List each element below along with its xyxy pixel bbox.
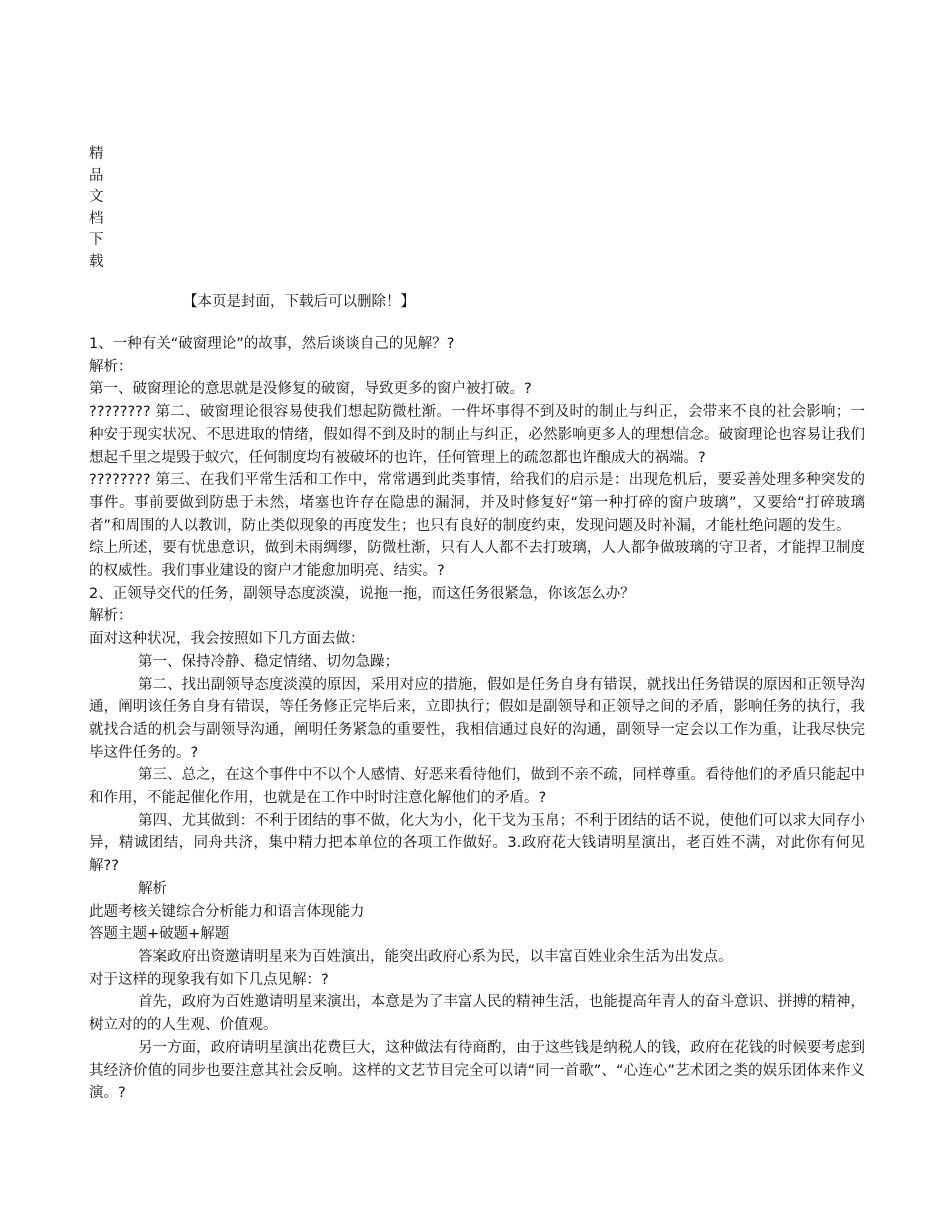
paragraph: 答案政府出资邀请明星来为百姓演出，能突出政府心系为民，以丰富百姓业余生活为出发点。: [138, 948, 733, 965]
vertical-cover-title: [89, 144, 109, 274]
cover-title-char: 下: [89, 232, 104, 249]
paragraph: 第四、尤其做到：不利于团结的事不做，化大为小，化干戈为玉帛；不利于团结的话不说，使他们可以求大同存小异，精诚团结，同舟共济，集中精力把本单位的各项工作做好。3.政府花大钱请明星演出，老百姓不满，对此你有何见解??: [89, 812, 865, 875]
cover-title-char: 载: [89, 253, 104, 270]
cover-note: 【本页是封面，下载后可以删除！】: [183, 294, 415, 310]
paragraph: 面对这种状况，我会按照如下几方面去做：: [89, 631, 365, 648]
paragraph: 对于这样的现象我有如下几点见解：?: [89, 971, 329, 988]
paragraph: 另一方面，政府请明星演出花费巨大，这种做法有待商酌，由于这些钱是纳税人的钱，政府在花钱的时候要考虑到其经济价值的同步也要注意其社会反响。这样的文艺节目完全可以请“同一首歌”、“心连心”艺术团之类的娱乐团体来作义演。?: [89, 1039, 865, 1102]
paragraph: 解析：: [89, 358, 133, 375]
paragraph: 综上所述，要有忧患意识，做到未雨绸缪，防微杜渐，只有人人都不去打玻璃，人人都争做玻璃的守卫者，才能捍卫制度的权威性。我们事业建设的窗户才能愈加明亮、结实。?: [89, 540, 865, 580]
paragraph: 第二、找出副领导态度淡漠的原因，采用对应的措施，假如是任务自身有错误，就找出任务错误的原因和正领导沟通，阐明该任务自身有错误，等任务修正完毕后来，立即执行；假如是副领导和正领导之间的矛盾，影响任务的执行，我就找合适的机会与副领导沟通，阐明任务紧急的重要性，我相信通过良好的沟通，副领导一定会以工作为重，让我尽快完毕这件任务的。?: [89, 676, 865, 761]
paragraph: ???????? 第三、在我们平常生活和工作中，常常遇到此类事情，给我们的启示是：出现危机后，要妥善处理多种突发的事件。事前要做到防患于未然，堵塞也许存在隐患的漏洞，并及时修复好“第一种打碎的窗户玻璃”，又要给“打碎玻璃者”和周围的人以教训，防止类似现象的再度发生；也只有良好的制度约束，发现问题及时补漏，才能杜绝问题的发生。: [89, 472, 865, 534]
document-body: [89, 333, 865, 1105]
paragraph: 首先，政府为百姓邀请明星来演出，本意是为了丰富人民的精神生活，也能提高年青人的奋斗意识、拼搏的精神，树立对的的人生观、价值观。: [89, 994, 865, 1034]
paragraph: 1、一种有关“破窗理论”的故事，然后谈谈自己的见解？?: [89, 336, 455, 352]
paragraph: 此题考核关键综合分析能力和语言体现能力: [89, 903, 365, 920]
cover-title-char: 品: [89, 167, 104, 184]
cover-title-char: 文: [89, 189, 104, 206]
paragraph: 2、正领导交代的任务，副领导态度淡漠，说拖一拖，而这任务很紧急，你该怎么办？: [89, 585, 635, 602]
paragraph: 第一、破窗理论的意思就是没修复的破窗，导致更多的窗户被打破。?: [89, 381, 532, 398]
paragraph: 第一、保持冷静、稳定情绪、切勿急躁；: [138, 653, 399, 670]
paragraph: 答题主题+破题+解题: [89, 926, 230, 943]
cover-title-char: 精: [89, 146, 104, 162]
cover-title-char: 档: [89, 210, 104, 227]
paragraph: 解析: [138, 880, 167, 897]
paragraph: 解析：: [89, 608, 133, 625]
paragraph: ???????? 第二、破窗理论很容易使我们想起防微杜渐。一件坏事得不到及时的制止与纠正，会带来不良的社会影响；一种安于现实状况、不思进取的情绪，假如得不到及时的制止与纠正，必然影响更多人的理想信念。破窗理论也容易让我们想起千里之堤毁于蚁穴，任何制度均有被破坏的也许，任何管理上的疏忽都也许酿成大的祸端。?: [89, 404, 865, 466]
paragraph: 第三、总之，在这个事件中不以个人感情、好恶来看待他们，做到不亲不疏，同样尊重。看待他们的矛盾只能起中和作用，不能起催化作用，也就是在工作中时时注意化解他们的矛盾。?: [89, 767, 865, 807]
